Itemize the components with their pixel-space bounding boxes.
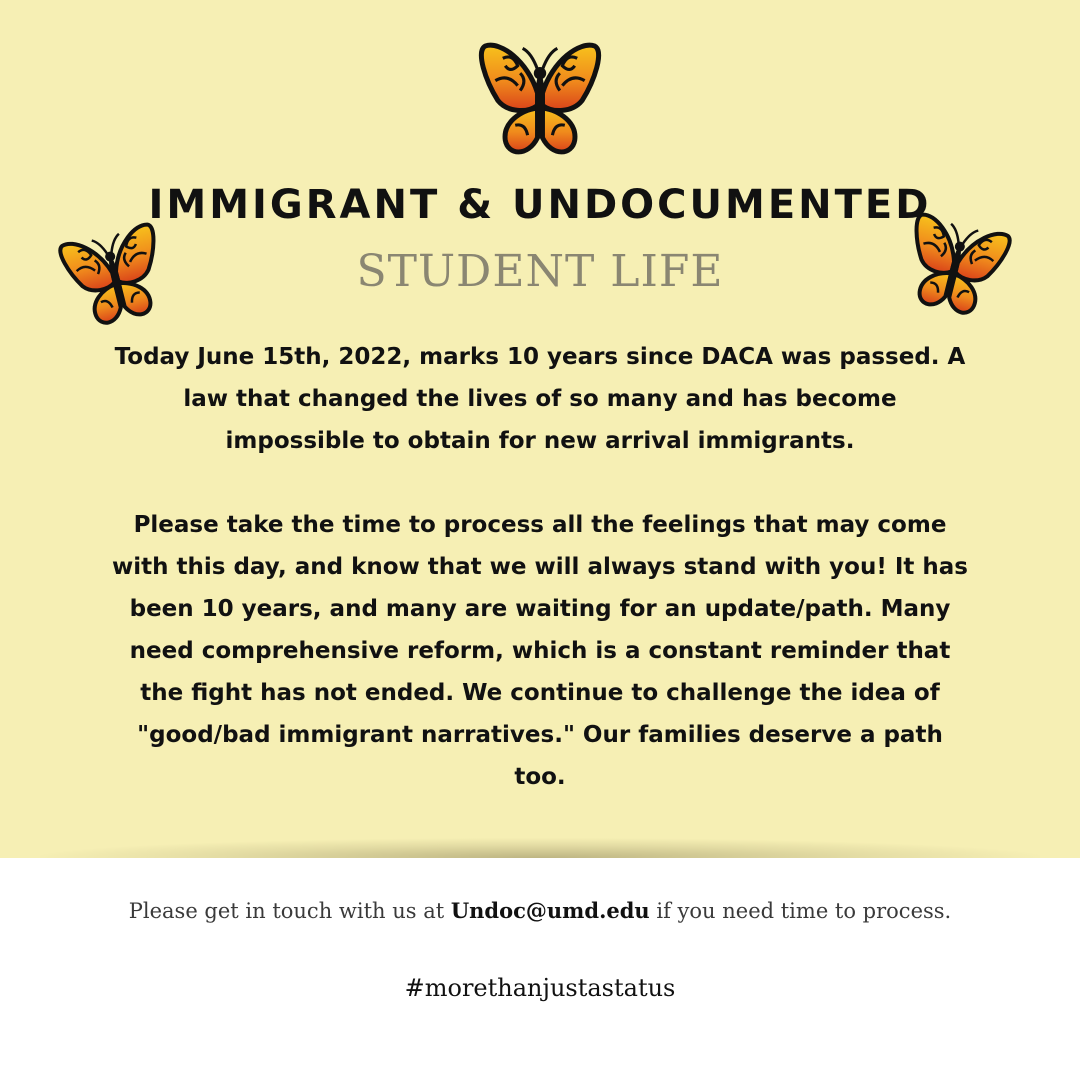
paragraph-support-message: Please take the time to process all the feelings that may come with this day, and know that we will always stand with you! It has been 10 years, and many are waiting for an update/path. Many need comprehensive reform, which is a constant reminder that the fight has not ended. We continue to challenge the idea of "good/bad immigrant narratives." Our families deserve a path too. — [112, 512, 968, 790]
paragraph-daca-anniversary: Today June 15th, 2022, marks 10 years since DACA was passed. A law that changed the lives of so many and has become impossible to obtain for new arrival immigrants. — [114, 344, 966, 454]
contact-prefix: Please get in touch with us at — [128, 899, 451, 923]
page-subtitle: STUDENT LIFE — [356, 246, 724, 297]
footer — [0, 858, 1080, 1080]
contact-email-link[interactable]: Undoc@umd.edu — [450, 898, 650, 923]
announcement-body — [110, 336, 970, 798]
contact-suffix: if you need time to process. — [649, 899, 952, 923]
butterfly-icon — [460, 36, 620, 160]
contact-line — [0, 898, 1080, 923]
page-title: IMMIGRANT & UNDOCUMENTED — [148, 182, 932, 228]
hashtag: #morethanjustastatus — [404, 974, 676, 1002]
